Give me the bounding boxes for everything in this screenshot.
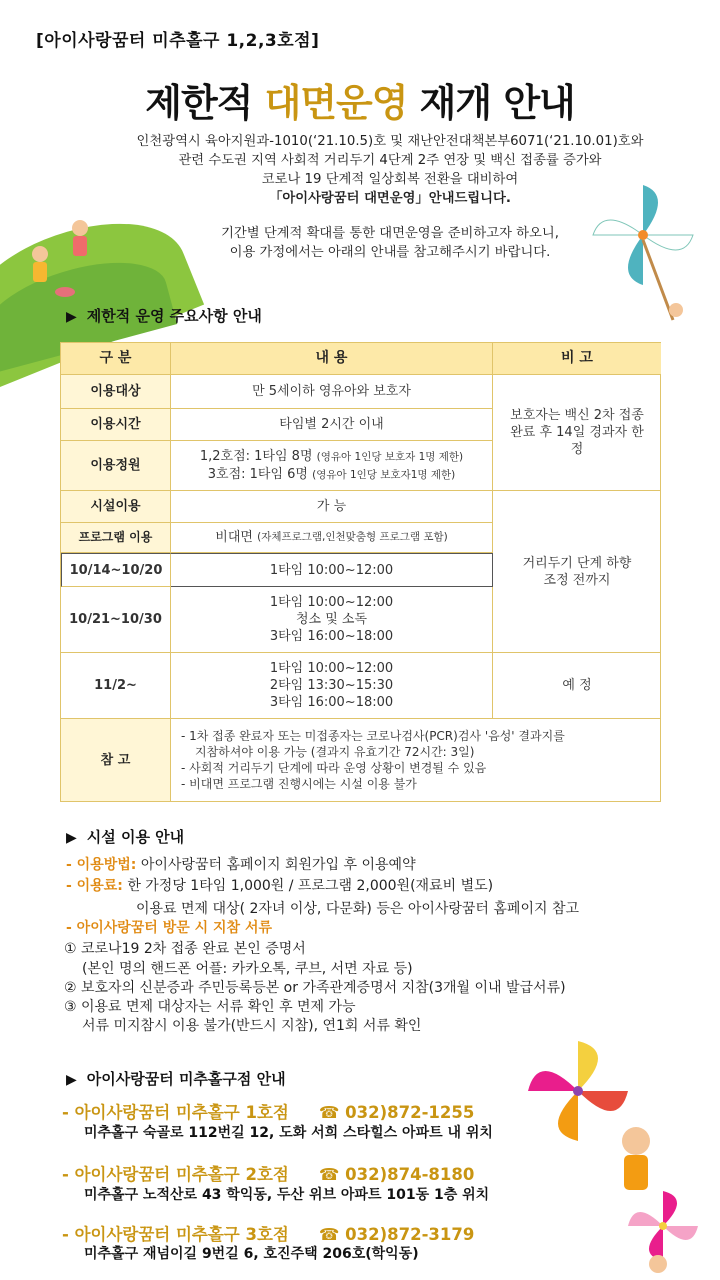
target-value: 만 5세이하 영유아와 보호자 (171, 375, 493, 409)
triangle-right-icon: ▶ (66, 1072, 77, 1088)
period-label: 10/21~10/30 (61, 587, 171, 653)
doc-item: (본인 명의 핸드폰 어플: 카카오톡, 쿠브, 서면 자료 등) (82, 961, 413, 977)
row-label-target: 이용대상 (61, 375, 171, 409)
intro-line: 이용 가정에서는 아래의 안내를 참고해주시기 바랍니다. (229, 245, 551, 260)
period-value: 1타임 10:00~12:00 (171, 553, 493, 587)
intro-line: 관련 수도권 지역 사회적 거리두기 4단계 2주 연장 및 백신 접종률 증가와 (178, 153, 602, 168)
branch-address: 미추홀구 숙골로 112번길 12, 도화 서희 스타힐스 아파트 내 위치 (84, 1125, 493, 1141)
facility-value: 가 능 (171, 491, 493, 523)
fee-exempt: 이용료 면제 대상( 2자녀 이상, 다문화) 등은 아이사랑꿈터 홈페이지 참고 (136, 901, 580, 917)
remark-distancing: 거리두기 단계 하향조정 전까지 (493, 491, 661, 653)
period-value: 1타임 10:00~12:00 청소 및 소독 3타임 16:00~18:00 (171, 587, 493, 653)
table-header: 비 고 (493, 343, 661, 375)
triangle-right-icon: ▶ (66, 830, 77, 846)
doc-item: 서류 미지참시 이용 불가(반드시 지참), 연1회 서류 확인 (82, 1018, 422, 1034)
doc-item: ① 코로나19 2차 접종 완료 본인 증명서 (64, 941, 306, 957)
table-header: 구 분 (61, 343, 171, 375)
program-value: 비대면 (자체프로그램,인천맞춤형 프로그램 포함) (171, 523, 493, 553)
phone-number[interactable]: ☎ 032)872-3179 (318, 1225, 475, 1244)
notes-list: - 1차 접종 완료자 또는 미접종자는 코로나검사(PCR)검사 '음성' 결과지를 지참하셔야 이용 가능 (결과지 유효기간 72시간: 3일) - 사회적 거리두기 단계에 따라 운영 상황이 변경될 수 있음 - 비대면 프로그램 진행시에는 시설 이용 불가 (181, 729, 565, 791)
section-title-branches: ▶ 아이사랑꿈터 미추홀구점 안내 (66, 1070, 286, 1088)
doc-item: ② 보호자의 신분증과 주민등록등본 or 가족관계증명서 지참(3개월 이내 발급서류) (64, 980, 566, 996)
table-header: 내 용 (171, 343, 493, 375)
period-label: 11/2~ (61, 653, 171, 719)
branch-2: - 아이사랑꿈터 미추홀구 2호점 ☎ 032)874-8180 (62, 1165, 475, 1184)
title-pre: 제한적 (145, 81, 265, 125)
page-title (0, 72, 720, 127)
row-label-facility: 시설이용 (61, 491, 171, 523)
intro-line: 기간별 단계적 확대를 통한 대면운영을 준비하고자 하오니, (221, 226, 559, 241)
operations-table (60, 342, 661, 802)
branch-address: 미추홀구 재넘이길 9번길 6, 호진주택 206호(학익동) (84, 1246, 419, 1262)
intro-line: 인천광역시 육아지원과-1010(‘21.10.5)호 및 재난안전대책본부6071(‘21.10.01)호와 (136, 134, 644, 149)
branch-tag: [아이사랑꿈터 미추홀구 1,2,3호점] (36, 31, 320, 51)
period-value: 1타임 10:00~12:00 2타임 13:30~15:30 3타임 16:00~18:00 (171, 653, 493, 719)
title-post: 재개 안내 (407, 81, 575, 125)
docs-label: - 아이사랑꿈터 방문 시 지참 서류 (66, 920, 272, 936)
row-label-time: 이용시간 (61, 409, 171, 441)
remark-planned: 예 정 (493, 653, 661, 719)
capacity-value: 1,2호점: 1타임 8명 (영유아 1인당 보호자 1명 제한) 3호점: 1타임 6명 (영유아 1인당 보호자1명 제한) (171, 441, 493, 491)
period-label: 10/14~10/20 (61, 553, 171, 587)
usage-fee: - 이용료: 한 가정당 1타임 1,000원 / 프로그램 2,000원(재료비 별도) (66, 878, 494, 894)
branch-3: - 아이사랑꿈터 미추홀구 3호점 ☎ 032)872-3179 (62, 1225, 475, 1244)
branch-1: - 아이사랑꿈터 미추홀구 1호점 ☎ 032)872-1255 (62, 1103, 475, 1122)
row-label-capacity: 이용정원 (61, 441, 171, 491)
triangle-right-icon: ▶ (66, 309, 77, 325)
branch-address: 미추홀구 노적산로 43 학익동, 두산 위브 아파트 101동 1층 위치 (84, 1187, 490, 1203)
row-label-program: 프로그램 이용 (61, 523, 171, 553)
intro-line: 코로나 19 단계적 일상회복 전환을 대비하여 (261, 172, 519, 187)
doc-item: ③ 이용료 면제 대상자는 서류 확인 후 면제 가능 (64, 999, 356, 1015)
title-accent: 대면운영 (264, 81, 408, 125)
section-title-operations: ▶ 제한적 운영 주요사항 안내 (66, 307, 262, 325)
time-value: 타임별 2시간 이내 (171, 409, 493, 441)
intro-line: 「아이사랑꿈터 대면운영」안내드립니다. (269, 191, 511, 206)
phone-number[interactable]: ☎ 032)874-8180 (318, 1165, 475, 1184)
row-label-notes: 참 고 (61, 719, 171, 801)
usage-method: - 이용방법: 아이사랑꿈터 홈페이지 회원가입 후 이용예약 (66, 857, 416, 873)
section-title-facility: ▶ 시설 이용 안내 (66, 828, 185, 846)
phone-number[interactable]: ☎ 032)872-1255 (318, 1103, 475, 1122)
remark-vaccine: 보호자는 백신 2차 접종완료 후 14일 경과자 한정 (493, 375, 661, 491)
pinwheel-kids-illustration (508, 1036, 713, 1276)
intro-text (100, 132, 680, 262)
